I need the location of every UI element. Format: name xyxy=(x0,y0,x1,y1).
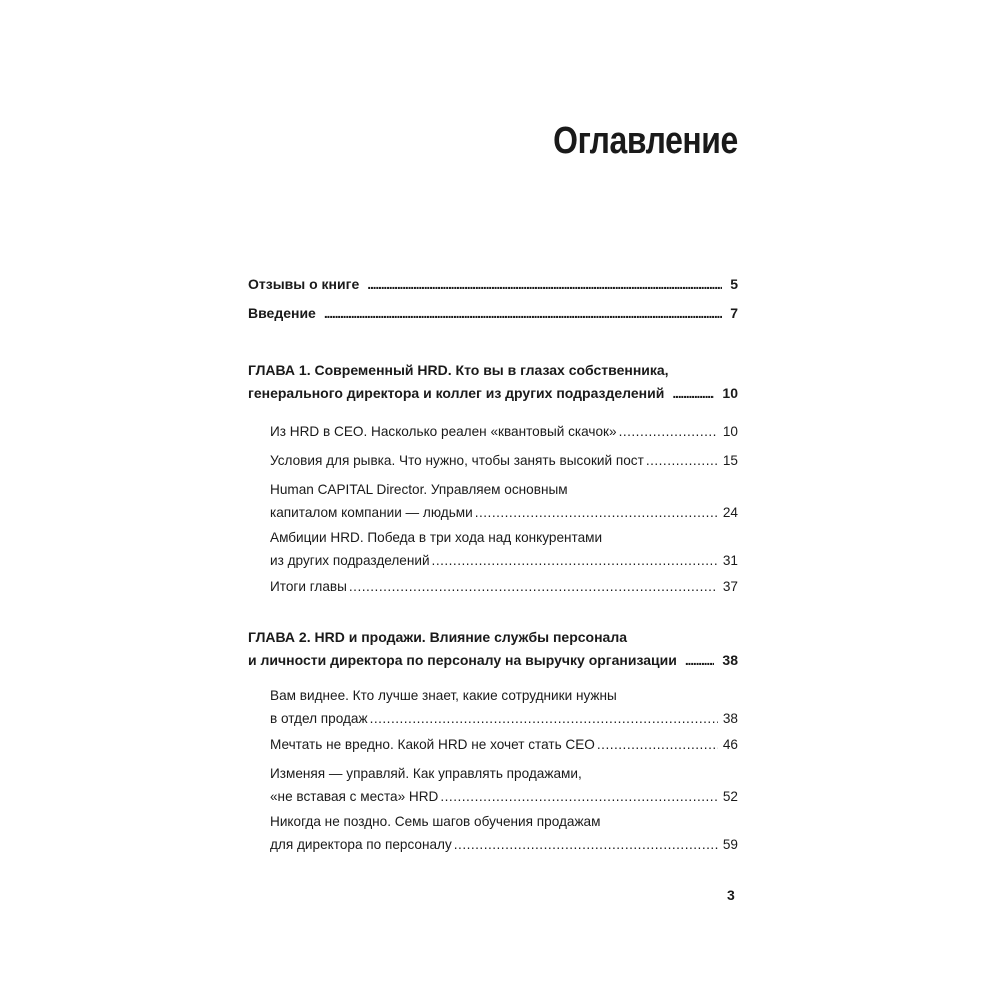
section-title-line: для директора по персоналу xyxy=(270,837,452,852)
dot-leader xyxy=(646,449,718,472)
toc-entry-label: Введение xyxy=(248,305,316,321)
dot-leader xyxy=(454,833,718,856)
toc-entry-introduction[interactable] xyxy=(248,302,738,325)
chapter-title-line: ГЛАВА 2. HRD и продажи. Влияние службы персонала xyxy=(248,629,628,645)
section-title-line: Амбиции HRD. Победа в три хода над конкурентами xyxy=(270,530,603,545)
section-title-line: из других подразделений xyxy=(270,553,430,568)
dot-leader xyxy=(672,382,714,405)
section-title: Условия для рывка. Что нужно, чтобы занять высокий пост xyxy=(270,453,644,468)
toc-page-number: 46 xyxy=(722,737,738,752)
section-title-line: Никогда не поздно. Семь шагов обучения продажам xyxy=(270,814,601,829)
dot-leader xyxy=(349,575,718,598)
toc-page-number: 52 xyxy=(722,789,738,804)
section-title-line: «не вставая с места» HRD xyxy=(270,789,439,804)
toc-section[interactable] xyxy=(270,733,738,756)
toc-section[interactable] xyxy=(270,526,738,572)
toc-section[interactable] xyxy=(270,449,738,472)
dot-leader xyxy=(440,785,718,808)
toc-page-number: 38 xyxy=(722,652,738,668)
page-number: 3 xyxy=(727,887,735,903)
dot-leader xyxy=(370,707,718,730)
section-title-line: в отдел продаж xyxy=(270,711,368,726)
toc-page-number: 10 xyxy=(722,424,738,439)
toc-page-number: 7 xyxy=(730,305,738,321)
chapter-title-line: генерального директора и коллег из других подразделений xyxy=(248,385,665,401)
toc-section[interactable] xyxy=(270,575,738,598)
toc-section[interactable] xyxy=(270,762,738,808)
section-title-line: Human CAPITAL Director. Управляем основным xyxy=(270,482,568,497)
section-title: Итоги главы xyxy=(270,579,347,594)
dot-leader xyxy=(324,302,722,325)
toc-page-number: 37 xyxy=(722,579,738,594)
toc-page-number: 31 xyxy=(722,553,738,568)
toc-chapter-2[interactable] xyxy=(248,626,738,672)
toc-section[interactable] xyxy=(270,810,738,856)
section-title-line: Вам виднее. Кто лучше знает, какие сотрудники нужны xyxy=(270,688,617,703)
toc-page-number: 10 xyxy=(722,385,738,401)
toc-entry-label: Отзывы о книге xyxy=(248,276,360,292)
section-title-line: Изменяя — управляй. Как управлять продажами, xyxy=(270,766,582,781)
toc-entry-reviews[interactable] xyxy=(248,273,738,296)
toc-page-number: 5 xyxy=(730,276,738,292)
dot-leader xyxy=(475,501,718,524)
toc-section[interactable] xyxy=(270,684,738,730)
toc-page-number: 24 xyxy=(722,505,738,520)
section-title: Мечтать не вредно. Какой HRD не хочет стать CEO xyxy=(270,737,595,752)
toc-section[interactable] xyxy=(270,478,738,524)
dot-leader xyxy=(685,649,715,672)
dot-leader xyxy=(597,733,718,756)
page-title: Оглавление xyxy=(553,120,738,162)
toc-chapter-1[interactable] xyxy=(248,359,738,405)
chapter-title-line: ГЛАВА 1. Современный HRD. Кто вы в глазах собственника, xyxy=(248,362,669,378)
toc-page-number: 15 xyxy=(722,453,738,468)
dot-leader xyxy=(432,549,718,572)
dot-leader xyxy=(619,420,718,443)
toc-page-number: 38 xyxy=(722,711,738,726)
toc-section[interactable] xyxy=(270,420,738,443)
dot-leader xyxy=(367,273,722,296)
chapter-title-line: и личности директора по персоналу на выручку организации xyxy=(248,652,677,668)
section-title-line: капиталом компании — людьми xyxy=(270,505,473,520)
toc-page-number: 59 xyxy=(722,837,738,852)
section-title: Из HRD в CEO. Насколько реален «квантовый скачок» xyxy=(270,424,617,439)
